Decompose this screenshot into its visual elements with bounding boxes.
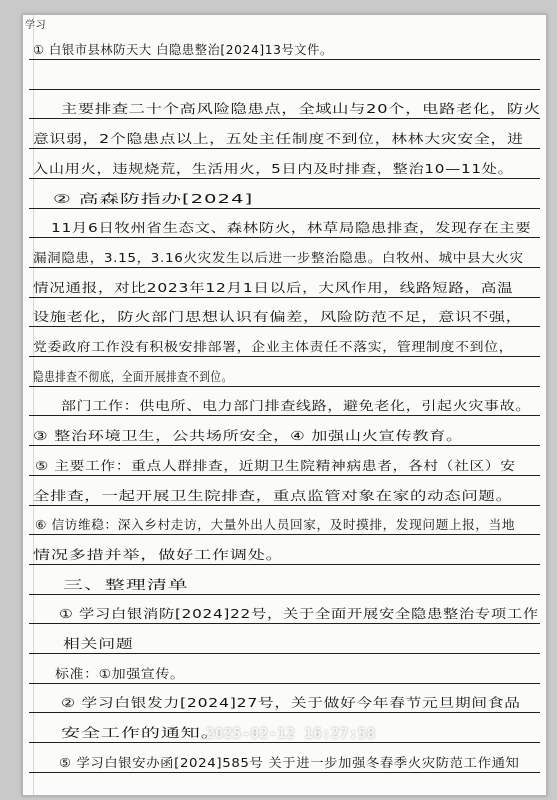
handwritten-line: 入山用火，违规烧荒，生活用火，5日内及时排查，整治10—11处。	[33, 161, 514, 176]
ruled-line	[29, 178, 540, 179]
ruled-line	[29, 623, 540, 624]
ruled-line	[29, 594, 540, 595]
handwritten-line: 隐患排查不彻底，全面开展排查不到位。	[33, 369, 233, 384]
ruled-line	[29, 237, 540, 238]
handwritten-line: 设施老化，防火部门思想认识有偏差，风险防范不足，意识不强，	[33, 309, 523, 324]
handwritten-line: ① 白银市县林防天大 白隐患整治[2024]13号文件。	[33, 42, 333, 57]
handwritten-line: 安全工作的通知。	[61, 725, 221, 740]
ruled-line	[29, 356, 540, 357]
notebook-page	[22, 14, 547, 796]
ruled-line	[29, 267, 540, 268]
handwritten-line: 漏洞隐患，3.15，3.16火灾发生以后进一步整治隐患。白牧州、城中县大火灾	[33, 250, 524, 265]
handwritten-line: 标准：①加强宣传。	[55, 666, 185, 681]
ruled-line	[29, 59, 540, 60]
ruled-line	[29, 89, 540, 90]
handwritten-line: ① 学习白银消防[2024]22号，关于全面开展安全隐患整治专项工作	[59, 606, 539, 621]
handwritten-line: ② 学习白银发力[2024]27号，关于做好今年春节元旦期间食品	[61, 695, 521, 710]
handwritten-line: 情况通报，对比2023年12月1日以后，大风作用，线路短路，高温	[33, 280, 514, 295]
handwritten-line: ③ 整治环境卫生，公共场所安全，④ 加强山火宣传教育。	[33, 428, 463, 443]
ruled-line	[29, 534, 540, 535]
handwritten-line: 意识弱，2个隐患点以上，五处主任制度不到位，林林大灾安全，进	[33, 131, 524, 146]
handwritten-line: ⑤ 学习白银安办函[2024]585号 关于进一步加强冬春季火灾防范工作通知	[59, 755, 520, 770]
ruled-line	[29, 297, 540, 298]
handwritten-line: ⑥ 信访维稳：深入乡村走访，大量外出人员回家，及时摸排，发现问题上报，当地	[35, 517, 516, 532]
corner-note: 学习	[25, 20, 47, 31]
ruled-line	[29, 742, 540, 743]
ruled-line	[29, 683, 540, 684]
handwritten-line: 全排查，一起开展卫生院排查，重点监管对象在家的动态问题。	[33, 488, 513, 503]
handwritten-line: 11月6日牧州省生态文、森林防火，林草局隐患排查，发现存在主要	[51, 220, 532, 235]
handwritten-line: 主要排查二十个高风险隐患点，全域山与20个，电路老化，防火	[61, 101, 541, 116]
ruled-line	[29, 148, 540, 149]
ruled-line	[29, 772, 540, 773]
ruled-line	[29, 208, 540, 209]
ruled-line	[29, 475, 540, 476]
ruled-line	[29, 564, 540, 565]
handwritten-line: 情况多措并举，做好工作调处。	[33, 547, 284, 562]
ruled-line	[29, 415, 540, 416]
ruled-line	[29, 712, 540, 713]
handwritten-line: 三、整理清单	[63, 577, 189, 592]
ruled-line	[29, 653, 540, 654]
handwritten-line: ⑤ 主要工作：重点人群排查，近期卫生院精神病患者，各村（社区）安	[35, 458, 516, 473]
handwritten-line: 相关问题	[63, 636, 134, 651]
ruled-line	[29, 386, 540, 387]
handwritten-line: ② 高森防指办[2024]	[53, 191, 254, 206]
handwritten-line: 党委政府工作没有积极安排部署，企业主体责任不落实，管理制度不到位，	[33, 339, 514, 354]
ruled-line	[29, 505, 540, 506]
photo-timestamp: 2025-02-12 16:27:58	[206, 726, 376, 742]
ruled-line	[29, 118, 540, 119]
ruled-line	[29, 445, 540, 446]
handwritten-line: 部门工作：供电所、电力部门排查线路，避免老化，引起火灾事故。	[61, 398, 532, 413]
ruled-line	[29, 326, 540, 327]
